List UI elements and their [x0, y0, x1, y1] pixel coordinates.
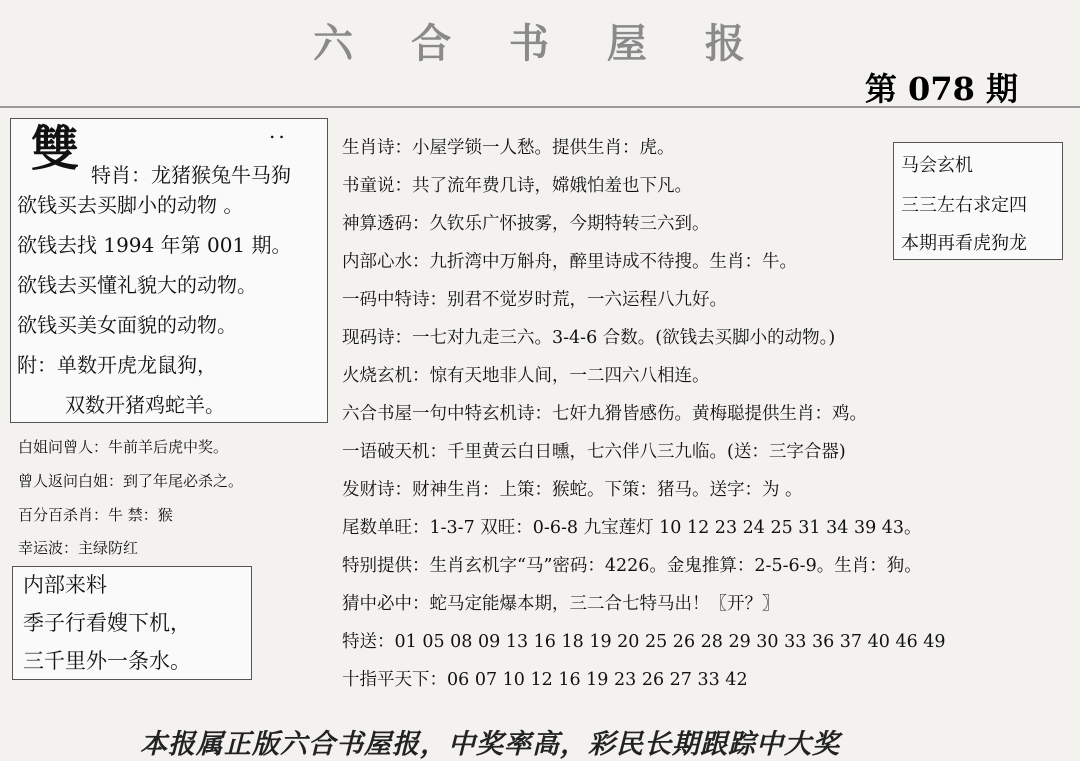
- small-line: 百分百杀肖：牛 禁：猴: [18, 506, 173, 524]
- footer-slogan: 本报属正版六合书屋报，中奖率高，彩民长期跟踪中大奖: [140, 729, 840, 760]
- main-line: 一语破天机：千里黄云白日曛，七六伴八三九临。(送：三字合器): [342, 442, 846, 462]
- main-line: 生肖诗：小屋学锁一人愁。提供生肖：虎。: [342, 138, 675, 158]
- left-line: 双数开猪鸡蛇羊。: [65, 393, 225, 417]
- insider-line: 内部来料: [23, 573, 107, 597]
- main-line: 神算透码：久钦乐广怀披雾，今期特转三六到。: [342, 214, 710, 234]
- left-line: 欲钱买去买脚小的动物 。: [17, 193, 244, 217]
- special-zodiac-line: 特肖：龙猪猴兔牛马狗: [91, 163, 291, 187]
- left-line: 附：单数开虎龙鼠狗，: [17, 353, 217, 377]
- main-line: 火烧玄机：惊有天地非人间，一二四六八相连。: [342, 366, 710, 386]
- newspaper-title: 六 合 书 屋 报: [313, 20, 767, 67]
- insider-info-box: [12, 566, 252, 680]
- small-line: 曾人返问白姐：到了年尾必杀之。: [18, 472, 244, 490]
- horse-club-line: 马会玄机: [901, 155, 973, 176]
- main-line: 发财诗：财神生肖：上策：猴蛇。下策：猪马。送字：为 。: [342, 480, 803, 500]
- small-line: 白姐问曾人：牛前羊后虎中奖。: [18, 438, 229, 456]
- top-divider: [0, 106, 1080, 108]
- main-line: 特别提供：生肖玄机字“马”密码：4226。金鬼推算：2-5-6-9。生肖：狗。: [342, 556, 922, 576]
- horse-club-line: 本期再看虎狗龙: [901, 233, 1027, 254]
- special-zodiac-box: [10, 118, 328, 423]
- horse-club-box: [893, 142, 1063, 260]
- main-line: 特送：01 05 08 09 13 16 18 19 20 25 26 28 29 30 33 36 37 40 46 49: [342, 632, 946, 652]
- horse-club-line: 三三左右求定四: [901, 195, 1027, 216]
- left-line: 欲钱去买懂礼貌大的动物。: [17, 273, 257, 297]
- insider-line: 季子行看嫂下机，: [23, 611, 191, 635]
- main-line: 内部心水：九折湾中万斛舟，醉里诗成不待搜。生肖：牛。: [342, 252, 797, 272]
- issue-number: 第 078 期: [864, 70, 1018, 108]
- main-line: 十指平天下：06 07 10 12 16 19 23 26 27 33 42: [342, 670, 748, 690]
- main-line: 现码诗：一七对九走三六。3-4-6 合数。(欲钱去买脚小的动物。): [342, 328, 836, 348]
- main-line: 尾数单旺：1-3-7 双旺：0-6-8 九宝莲灯 10 12 23 24 25 31 34 39 43。: [342, 518, 922, 538]
- left-line: 欲钱买美女面貌的动物。: [17, 313, 237, 337]
- main-line: 书童说：共了流年费几诗，嫦娥怕羞也下凡。: [342, 176, 692, 196]
- left-line: 欲钱去找 1994 年第 001 期。: [17, 233, 292, 257]
- big-character: 雙: [31, 121, 80, 177]
- small-line: 幸运波：主绿防红: [18, 539, 139, 557]
- insider-line: 三千里外一条水。: [23, 649, 191, 673]
- main-line: 六合书屋一句中特玄机诗：七奸九猾皆感伤。黄梅聪提供生肖：鸡。: [342, 404, 867, 424]
- dots-decoration: ..: [269, 119, 288, 143]
- main-line: 猜中必中：蛇马定能爆本期，三二合七特马出！〖开？〗: [342, 594, 780, 614]
- main-line: 一码中特诗：别君不觉岁时荒，一六运程八九好。: [342, 290, 727, 310]
